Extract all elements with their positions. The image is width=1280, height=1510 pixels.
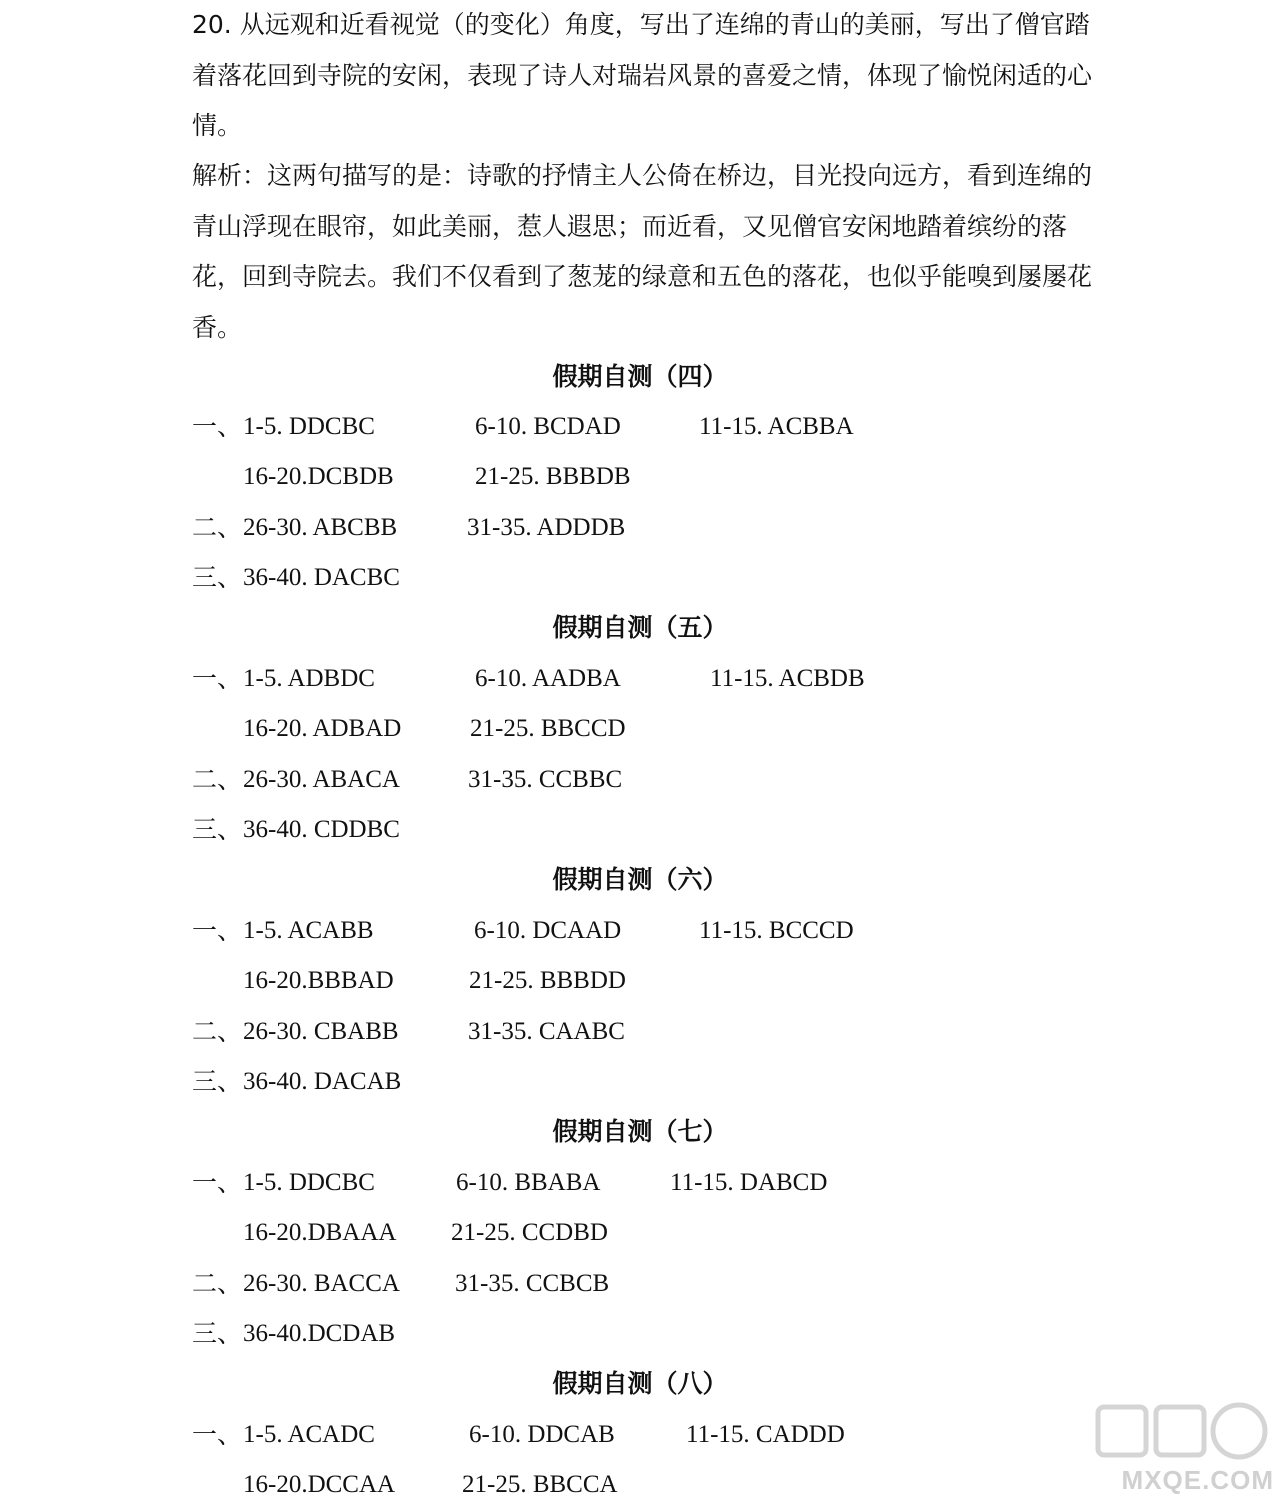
answer-cell: 36-40. CDDBC xyxy=(243,816,400,843)
row-prefix: 三、 xyxy=(192,1067,243,1096)
row-prefix: 三、 xyxy=(192,1319,243,1348)
answer-cell: 36-40. DACBC xyxy=(243,564,400,591)
answer-cell: 26-30. BACCA xyxy=(243,1270,400,1297)
answer-cell: 6-10. BBABA xyxy=(456,1169,601,1196)
answer-cell: 11-15. ACBDB xyxy=(710,665,865,692)
answer-cell: 31-35. ADDDB xyxy=(467,514,626,541)
answer-cell: 11-15. BCCCD xyxy=(699,917,854,944)
answer-cell: 16-20.BBBAD xyxy=(243,967,394,994)
answer-cell: 1-5. DDCBC xyxy=(243,1169,375,1196)
answer-cell: 21-25. BBCCA xyxy=(462,1471,618,1498)
row-prefix: 一、 xyxy=(192,664,243,693)
section-title: 假期自测（六） xyxy=(552,865,728,894)
answer-cell: 6-10. DCAAD xyxy=(474,917,622,944)
row-prefix: 三、 xyxy=(192,815,243,844)
answer-cell: 21-25. CCDBD xyxy=(451,1219,608,1246)
row-prefix: 三、 xyxy=(192,563,243,592)
answer-cell: 11-15. ACBBA xyxy=(699,413,854,440)
section-title: 假期自测（七） xyxy=(552,1117,728,1146)
q20-analysis: 解析：这两句描写的是：诗歌的抒情主人公倚在桥边，目光投向远方，看到连绵的青山浮现在眼帘，如此美丽，惹人遐思；而近看，又见僧官安闲地踏着缤纷的落花，回到寺院去。我们不仅看到了葱茏的绿意和五色的落花，也似乎能嗅到屡屡花香。 xyxy=(192,161,1093,342)
watermark-logo-icon xyxy=(1094,1401,1274,1471)
answer-cell: 26-30. CBABB xyxy=(243,1018,399,1045)
answer-cell: 6-10. AADBA xyxy=(475,665,621,692)
q20-answer: 20. 从远观和近看视觉（的变化）角度，写出了连绵的青山的美丽，写出了僧官踏着落花回到寺院的安闲，表现了诗人对瑞岩风景的喜爱之情，体现了愉悦闲适的心情。 xyxy=(192,10,1093,140)
row-prefix: 一、 xyxy=(192,1420,243,1449)
answer-cell: 1-5. ADBDC xyxy=(243,665,375,692)
watermark xyxy=(1094,1401,1274,1496)
answer-cell: 16-20. ADBAD xyxy=(243,715,402,742)
answer-cell: 36-40.DCDAB xyxy=(243,1320,396,1347)
section-title: 假期自测（四） xyxy=(552,362,728,391)
answer-cell: 21-25. BBBDB xyxy=(475,463,631,490)
section-title: 假期自测（八） xyxy=(552,1369,728,1398)
answer-cell: 1-5. ACABB xyxy=(243,917,374,944)
answer-cell: 21-25. BBCCD xyxy=(470,715,626,742)
answer-cell: 1-5. DDCBC xyxy=(243,413,375,440)
answer-cell: 26-30. ABCBB xyxy=(243,514,398,541)
answer-cell: 6-10. DDCAB xyxy=(469,1421,615,1448)
row-prefix: 一、 xyxy=(192,412,243,441)
answer-cell: 21-25. BBBDD xyxy=(469,967,626,994)
answer-cell: 26-30. ABACA xyxy=(243,766,400,793)
answer-cell: 6-10. BCDAD xyxy=(475,413,621,440)
row-prefix: 一、 xyxy=(192,1168,243,1197)
answer-cell: 36-40. DACAB xyxy=(243,1068,402,1095)
answer-cell: 1-5. ACADC xyxy=(243,1421,375,1448)
row-prefix: 二、 xyxy=(192,765,243,794)
answer-cell: 16-20.DCCAA xyxy=(243,1471,396,1498)
watermark-text: MXQE.COM xyxy=(1121,1465,1274,1495)
answer-cell: 31-35. CCBBC xyxy=(468,766,623,793)
answer-cell: 31-35. CCBCB xyxy=(455,1270,610,1297)
section-title: 假期自测（五） xyxy=(552,613,728,642)
row-prefix: 二、 xyxy=(192,1017,243,1046)
row-prefix: 二、 xyxy=(192,513,243,542)
answer-cell: 16-20.DBAAA xyxy=(243,1219,397,1246)
row-prefix: 一、 xyxy=(192,916,243,945)
row-prefix: 二、 xyxy=(192,1269,243,1298)
answer-cell: 16-20.DCBDB xyxy=(243,463,394,490)
answer-cell: 31-35. CAABC xyxy=(468,1018,625,1045)
answer-cell: 11-15. CADDD xyxy=(686,1421,845,1448)
answer-cell: 11-15. DABCD xyxy=(670,1169,828,1196)
